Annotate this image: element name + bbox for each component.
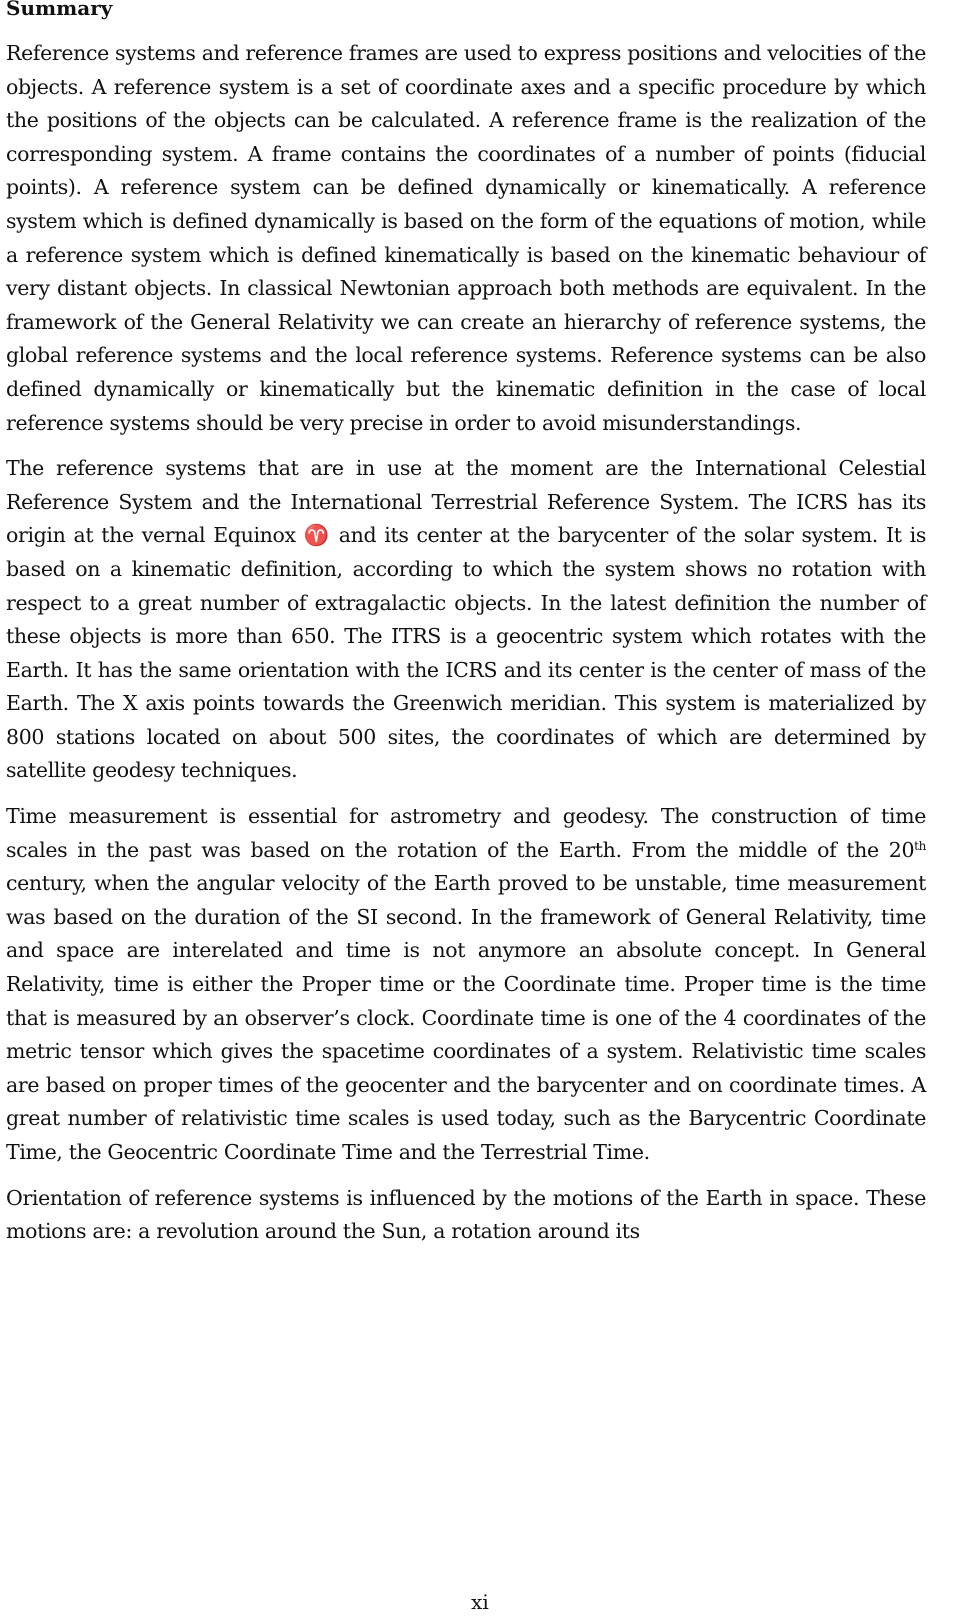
paragraph-text-part: century, when the angular velocity of the Earth proved to be unstable, time measurement was based on the duration of the SI second. In the framework of General Relativity, time and space are interelated and time is not anymore an absolute concept. In General Relativity, time is either the Proper time or the Coordinate time. Proper time is the time that is measured by an observer’s clock. Coordinate time is one of the 4 coordinates of the metric tensor which gives the spacetime coordinates of a system. Relativistic time scales are based on proper times of the geocenter and the barycenter and on coordinate times. A great number of relativistic time scales is used today, such as the Barycentric Coordinate Time, the Geocentric Coordinate Time and the Terrestrial Time. (6, 871, 926, 1164)
page-number: xi (471, 1590, 489, 1614)
document-page (6, 0, 926, 1261)
paragraph-time-measurement (6, 800, 926, 1170)
ordinal-superscript: th (914, 838, 926, 853)
paragraph-orientation: Orientation of reference systems is influenced by the motions of the Earth in space. These motions are: a revolution around the Sun, a rotation around its (6, 1185, 926, 1244)
paragraph-text-part: Time measurement is essential for astrometry and geodesy. The construction of time scales in the past was based on the rotation of the Earth. From the middle of the 20 (6, 804, 926, 862)
paragraph-icrs-itrs: The reference systems that are in use at the moment are the International Celestial Reference System and the International Terrestrial Reference System. The ICRS has its origin at the vernal Equinox ♈ and its center at the barycenter of the solar system. It is based on a kinematic definition, according to which the system shows no rotation with respect to a great number of extragalactic objects. In the latest definition the number of these objects is more than 650. The ITRS is a geocentric system which rotates with the Earth. It has the same orientation with the ICRS and its center is the center of mass of the Earth. The X axis points towards the Greenwich meridian. This system is materialized by 800 stations located on about 500 sites, the coordinates of which are determined by satellite geodesy techniques. (6, 456, 926, 783)
section-heading: Summary (6, 0, 113, 20)
paragraph-reference-systems: Reference systems and reference frames are used to express positions and velocities of the objects. A reference system is a set of coordinate axes and a specific procedure by which the positions of the objects can be calculated. A reference frame is the realization of the corresponding system. A frame contains the coordinates of a number of points (fiducial points). A reference system can be defined dynamically or kinematically. A reference system which is defined dynamically is based on the form of the equations of motion, while a reference system which is defined kinematically is based on the kinematic behaviour of very distant objects. In classical Newtonian approach both methods are equivalent. In the framework of the General Relativity we can create an hierarchy of reference systems, the global reference systems and the local reference systems. Reference systems can be also defined dynamically or kinematically but the kinematic definition in the case of local reference systems should be very precise in order to avoid misunderstandings. (6, 41, 926, 435)
